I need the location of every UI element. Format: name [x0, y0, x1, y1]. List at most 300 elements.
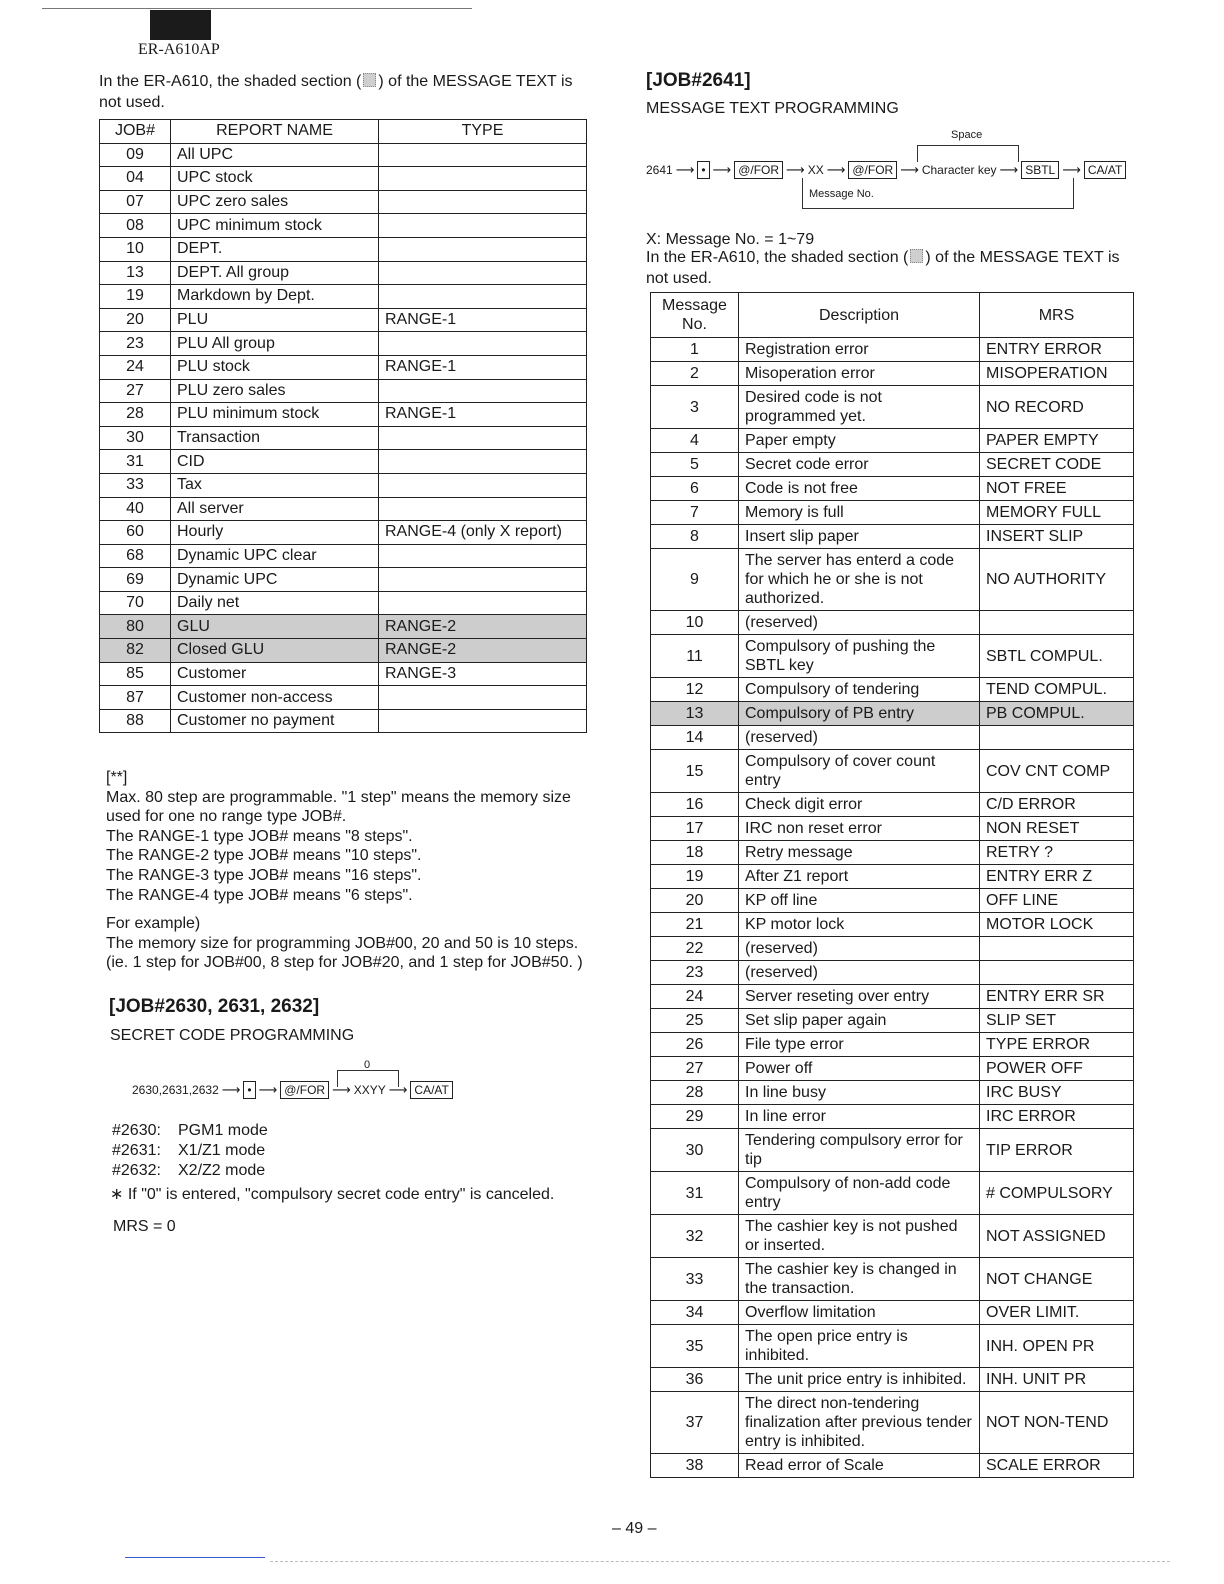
job-number: 82: [100, 639, 171, 663]
mode-name: PGM1 mode: [178, 1122, 268, 1139]
message-number: 19: [651, 865, 739, 889]
job-number: 09: [100, 143, 171, 167]
table-row: [651, 1454, 1134, 1478]
message-description: Tendering compulsory error for tip: [739, 1129, 980, 1172]
arrow-right-icon: ⟶: [826, 162, 846, 177]
job-number: 10: [100, 237, 171, 261]
report-name: Customer no payment: [171, 709, 379, 733]
page-number: – 49 –: [612, 1520, 657, 1537]
message-mrs: SCALE ERROR: [980, 1454, 1134, 1478]
job-number: 20: [100, 308, 171, 332]
message-mrs: OVER LIMIT.: [980, 1301, 1134, 1325]
message-mrs: INH. OPEN PR: [980, 1325, 1134, 1368]
report-type: [379, 450, 587, 474]
arrow-right-icon: ⟶: [999, 162, 1019, 177]
header-mrs: MRS: [980, 293, 1134, 338]
left-intro-text-1: In the ER-A610, the shaded section (: [99, 73, 362, 90]
mode-item: [112, 1161, 268, 1181]
note-line: Max. 80 step are programmable. "1 step" means the memory size: [106, 788, 571, 806]
table-row: [651, 338, 1134, 362]
table-row: [100, 568, 587, 592]
report-name: PLU All group: [171, 332, 379, 356]
message-number: 13: [651, 702, 739, 726]
note-line: used for one no range type JOB#.: [106, 808, 347, 826]
message-no-range: X: Message No. = 1~79: [646, 231, 815, 248]
job-number: 33: [100, 473, 171, 497]
message-text-subtitle: MESSAGE TEXT PROGRAMMING: [646, 100, 899, 117]
job-table-body: [100, 143, 587, 733]
message-mrs: TEND COMPUL.: [980, 678, 1134, 702]
job-number: 87: [100, 686, 171, 710]
job-number: 88: [100, 709, 171, 733]
message-mrs: COV CNT COMP: [980, 750, 1134, 793]
table-row: [651, 1392, 1134, 1454]
message-mrs: ENTRY ERROR: [980, 338, 1134, 362]
message-mrs: MOTOR LOCK: [980, 913, 1134, 937]
message-number: 33: [651, 1258, 739, 1301]
report-name: UPC minimum stock: [171, 214, 379, 238]
header-black-tab: [150, 10, 211, 40]
message-description: KP off line: [739, 889, 980, 913]
report-name: PLU minimum stock: [171, 403, 379, 427]
report-name: Markdown by Dept.: [171, 285, 379, 309]
table-row: [651, 1215, 1134, 1258]
message-number: 23: [651, 961, 739, 985]
message-number: 28: [651, 1081, 739, 1105]
table-row: [651, 913, 1134, 937]
table-row: [100, 403, 587, 427]
report-name: Dynamic UPC: [171, 568, 379, 592]
message-number: 11: [651, 635, 739, 678]
table-row: [100, 237, 587, 261]
secret-code-footnote: ∗ If "0" is entered, "compulsory secret code entry" is canceled.: [110, 1186, 555, 1203]
message-text-flow: [646, 161, 1126, 179]
table-row: [651, 501, 1134, 525]
report-type: RANGE-3: [379, 662, 587, 686]
message-no-label: Message No.: [809, 188, 874, 200]
table-row: [651, 1258, 1134, 1301]
table-row: [651, 961, 1134, 985]
message-description: (reserved): [739, 937, 980, 961]
table-row: [651, 362, 1134, 386]
message-number: 27: [651, 1057, 739, 1081]
footer-blue-rule: [125, 1557, 265, 1558]
table-row: [651, 1105, 1134, 1129]
message-mrs: C/D ERROR: [980, 793, 1134, 817]
shade-swatch-icon: [910, 249, 923, 263]
sbtl-key: SBTL: [1021, 161, 1059, 179]
mode-name: X2/Z2 mode: [178, 1162, 266, 1179]
report-type: [379, 261, 587, 285]
table-row: [651, 726, 1134, 750]
table-row: [100, 591, 587, 615]
table-row: [100, 662, 587, 686]
table-row: [651, 865, 1134, 889]
message-description: Compulsory of cover count entry: [739, 750, 980, 793]
message-number: 21: [651, 913, 739, 937]
mode-name: X1/Z1 mode: [178, 1142, 266, 1159]
message-number: 6: [651, 477, 739, 501]
report-type: [379, 237, 587, 261]
message-mrs: INSERT SLIP: [980, 525, 1134, 549]
message-number: 7: [651, 501, 739, 525]
table-row: [651, 453, 1134, 477]
dot-key: •: [697, 161, 709, 179]
note-line: The RANGE-3 type JOB# means "16 steps".: [106, 866, 422, 884]
message-number: 10: [651, 611, 739, 635]
report-type: [379, 167, 587, 191]
message-text-table: [650, 292, 1134, 1478]
arrow-right-icon: ⟶: [332, 1082, 351, 1097]
mode-code: #2632:: [112, 1162, 161, 1179]
report-type: RANGE-2: [379, 615, 587, 639]
message-mrs: NOT CHANGE: [980, 1258, 1134, 1301]
table-row: [651, 611, 1134, 635]
message-description: In line busy: [739, 1081, 980, 1105]
table-row: [100, 426, 587, 450]
table-row: [651, 985, 1134, 1009]
table-row: [100, 709, 587, 733]
message-number: 1: [651, 338, 739, 362]
job-number: 40: [100, 497, 171, 521]
table-row: [100, 190, 587, 214]
report-type: [379, 686, 587, 710]
report-name: PLU: [171, 308, 379, 332]
bypass-zero-label: 0: [364, 1059, 371, 1071]
report-type: RANGE-1: [379, 355, 587, 379]
header-message-no: Message No.: [651, 293, 739, 338]
secret-code-flow: [132, 1081, 453, 1099]
message-number: 17: [651, 817, 739, 841]
message-description: Compulsory of non-add code entry: [739, 1172, 980, 1215]
report-name: Tax: [171, 473, 379, 497]
table-row: [651, 525, 1134, 549]
message-number: 24: [651, 985, 739, 1009]
report-name: Dynamic UPC clear: [171, 544, 379, 568]
message-description: The direct non-tendering finalization after previous tender entry is inhibited.: [739, 1392, 980, 1454]
message-description: The cashier key is changed in the transaction.: [739, 1258, 980, 1301]
report-type: [379, 190, 587, 214]
message-description: The open price entry is inhibited.: [739, 1325, 980, 1368]
message-description: The cashier key is not pushed or inserted.: [739, 1215, 980, 1258]
report-type: RANGE-1: [379, 308, 587, 332]
table-row: [651, 386, 1134, 429]
message-number: 16: [651, 793, 739, 817]
message-number: 22: [651, 937, 739, 961]
message-table-header: [651, 293, 1134, 338]
message-number: 14: [651, 726, 739, 750]
note-line: (ie. 1 step for JOB#00, 8 step for JOB#20, and 1 step for JOB#50. ): [106, 954, 583, 972]
table-row: [100, 521, 587, 545]
flow-start-job: 2641: [646, 163, 673, 177]
message-description: Power off: [739, 1057, 980, 1081]
message-mrs: IRC ERROR: [980, 1105, 1134, 1129]
report-type: RANGE-2: [379, 639, 587, 663]
message-description: File type error: [739, 1033, 980, 1057]
message-description: (reserved): [739, 611, 980, 635]
table-row: [100, 285, 587, 309]
message-mrs: SECRET CODE: [980, 453, 1134, 477]
space-label: Space: [951, 129, 983, 141]
table-row: [651, 841, 1134, 865]
message-number: 4: [651, 429, 739, 453]
table-row: [651, 750, 1134, 793]
report-type: [379, 285, 587, 309]
job-number: 68: [100, 544, 171, 568]
report-name: All UPC: [171, 143, 379, 167]
note-line: The memory size for programming JOB#00, 20 and 50 is 10 steps.: [106, 934, 579, 952]
message-description: IRC non reset error: [739, 817, 980, 841]
table-row: [100, 308, 587, 332]
message-mrs: [980, 961, 1134, 985]
mode-item: [112, 1141, 268, 1161]
message-mrs: [980, 611, 1134, 635]
arrow-right-icon: ⟶: [900, 162, 919, 177]
message-description: Memory is full: [739, 501, 980, 525]
message-mrs: RETRY ?: [980, 841, 1134, 865]
table-row: [651, 1172, 1134, 1215]
message-mrs: [980, 726, 1134, 750]
table-row: [100, 639, 587, 663]
arrow-right-icon: ⟶: [675, 162, 695, 177]
report-type: [379, 497, 587, 521]
report-type: [379, 143, 587, 167]
table-row: [100, 686, 587, 710]
table-row: [100, 332, 587, 356]
flow-start-jobs: 2630,2631,2632: [132, 1083, 219, 1097]
report-name: GLU: [171, 615, 379, 639]
message-number: 20: [651, 889, 739, 913]
message-description: Secret code error: [739, 453, 980, 477]
message-number: 9: [651, 549, 739, 611]
job-number: 23: [100, 332, 171, 356]
dot-key: •: [243, 1081, 255, 1099]
note-line: [**]: [106, 769, 128, 786]
ca-at-key: CA/AT: [1084, 161, 1126, 179]
table-row: [651, 793, 1134, 817]
message-description: Misoperation error: [739, 362, 980, 386]
message-mrs: PAPER EMPTY: [980, 429, 1134, 453]
job-number: 24: [100, 355, 171, 379]
mode-code: #2631:: [112, 1142, 161, 1159]
message-number: 26: [651, 1033, 739, 1057]
report-type: [379, 473, 587, 497]
mode-item: [112, 1121, 268, 1141]
job-table-header: [100, 120, 587, 144]
table-row: [100, 497, 587, 521]
job-number: 27: [100, 379, 171, 403]
arrow-right-icon: ⟶: [258, 1082, 278, 1097]
table-row: [651, 702, 1134, 726]
message-description: (reserved): [739, 726, 980, 750]
model-name: ER-A610AP: [138, 41, 220, 58]
message-mrs: MEMORY FULL: [980, 501, 1134, 525]
message-number: 5: [651, 453, 739, 477]
left-intro: [99, 71, 589, 113]
right-intro-text-1: In the ER-A610, the shaded section (: [646, 249, 909, 266]
message-table-body: [651, 338, 1134, 1478]
message-mrs: SBTL COMPUL.: [980, 635, 1134, 678]
mode-code: #2630:: [112, 1122, 161, 1139]
note-line: The RANGE-4 type JOB# means "6 steps".: [106, 886, 413, 904]
message-mrs: ENTRY ERR Z: [980, 865, 1134, 889]
report-name: PLU zero sales: [171, 379, 379, 403]
message-description: Code is not free: [739, 477, 980, 501]
table-row: [651, 678, 1134, 702]
header-job: JOB#: [100, 120, 171, 144]
space-loop-line: [917, 145, 1019, 162]
message-mrs: INH. UNIT PR: [980, 1368, 1134, 1392]
for-key-1: @/FOR: [734, 161, 783, 179]
job-number: 30: [100, 426, 171, 450]
table-row: [651, 549, 1134, 611]
for-key: @/FOR: [280, 1081, 329, 1099]
message-description: Registration error: [739, 338, 980, 362]
report-name: All server: [171, 497, 379, 521]
message-number: 29: [651, 1105, 739, 1129]
report-type: [379, 214, 587, 238]
message-description: Check digit error: [739, 793, 980, 817]
table-row: [651, 1009, 1134, 1033]
message-description: KP motor lock: [739, 913, 980, 937]
flow-xx: XX: [807, 163, 824, 177]
message-number: 30: [651, 1129, 739, 1172]
table-row: [651, 429, 1134, 453]
message-description: Desired code is not programmed yet.: [739, 386, 980, 429]
message-text-title: [JOB#2641]: [646, 70, 751, 91]
report-type: [379, 426, 587, 450]
mode-list: [112, 1121, 268, 1181]
message-description: Compulsory of pushing the SBTL key: [739, 635, 980, 678]
shade-swatch-icon: [363, 73, 376, 87]
message-number: 12: [651, 678, 739, 702]
table-row: [651, 817, 1134, 841]
job-number: 28: [100, 403, 171, 427]
message-mrs: NO AUTHORITY: [980, 549, 1134, 611]
table-row: [651, 635, 1134, 678]
message-number: 37: [651, 1392, 739, 1454]
character-key: Character key: [921, 163, 997, 177]
arrow-right-icon: ⟶: [712, 162, 732, 177]
footer-rule: [270, 1561, 1170, 1562]
message-mrs: POWER OFF: [980, 1057, 1134, 1081]
left-intro-text-2: ) of the MESSAGE TEXT is not used.: [99, 73, 573, 111]
table-row: [651, 937, 1134, 961]
message-description: The server has enterd a code for which he or she is not authorized.: [739, 549, 980, 611]
header-type: TYPE: [379, 120, 587, 144]
message-mrs: # COMPULSORY: [980, 1172, 1134, 1215]
table-row: [100, 143, 587, 167]
report-name: UPC stock: [171, 167, 379, 191]
report-name: Customer: [171, 662, 379, 686]
message-number: 32: [651, 1215, 739, 1258]
table-row: [100, 355, 587, 379]
message-description: The unit price entry is inhibited.: [739, 1368, 980, 1392]
for-key-2: @/FOR: [848, 161, 897, 179]
report-name: DEPT.: [171, 237, 379, 261]
message-mrs: ENTRY ERR SR: [980, 985, 1134, 1009]
report-name: Daily net: [171, 591, 379, 615]
message-mrs: NON RESET: [980, 817, 1134, 841]
message-number: 38: [651, 1454, 739, 1478]
report-type: [379, 568, 587, 592]
arrow-right-icon: ⟶: [1062, 162, 1081, 177]
report-name: PLU stock: [171, 355, 379, 379]
job-number: 85: [100, 662, 171, 686]
message-description: After Z1 report: [739, 865, 980, 889]
secret-code-title: [JOB#2630, 2631, 2632]: [109, 996, 320, 1017]
report-type: [379, 332, 587, 356]
message-mrs: TIP ERROR: [980, 1129, 1134, 1172]
ca-at-key: CA/AT: [410, 1081, 452, 1099]
table-row: [651, 889, 1134, 913]
message-number: 18: [651, 841, 739, 865]
message-description: Read error of Scale: [739, 1454, 980, 1478]
message-mrs: OFF LINE: [980, 889, 1134, 913]
message-description: Compulsory of tendering: [739, 678, 980, 702]
job-number: 69: [100, 568, 171, 592]
table-row: [651, 1325, 1134, 1368]
job-number: 31: [100, 450, 171, 474]
message-description: Set slip paper again: [739, 1009, 980, 1033]
range-notes: [106, 768, 583, 973]
message-number: 31: [651, 1172, 739, 1215]
job-number: 13: [100, 261, 171, 285]
job-number: 80: [100, 615, 171, 639]
message-mrs: NOT FREE: [980, 477, 1134, 501]
message-description: Overflow limitation: [739, 1301, 980, 1325]
table-row: [651, 1057, 1134, 1081]
message-description: Server reseting over entry: [739, 985, 980, 1009]
message-number: 36: [651, 1368, 739, 1392]
arrow-right-icon: ⟶: [388, 1082, 408, 1097]
flow-value-xxyy: XXYY: [353, 1083, 386, 1097]
note-line: The RANGE-2 type JOB# means "10 steps".: [106, 847, 422, 865]
report-name: UPC zero sales: [171, 190, 379, 214]
message-mrs: [980, 937, 1134, 961]
report-name: Hourly: [171, 521, 379, 545]
mrs-value: MRS = 0: [113, 1218, 176, 1235]
report-name: Closed GLU: [171, 639, 379, 663]
header-rule: [42, 8, 472, 9]
table-row: [100, 214, 587, 238]
report-type: [379, 709, 587, 733]
message-number: 25: [651, 1009, 739, 1033]
message-mrs: SLIP SET: [980, 1009, 1134, 1033]
job-number: 08: [100, 214, 171, 238]
report-name: Customer non-access: [171, 686, 379, 710]
report-type: [379, 544, 587, 568]
message-mrs: TYPE ERROR: [980, 1033, 1134, 1057]
table-row: [651, 477, 1134, 501]
report-type: RANGE-4 (only X report): [379, 521, 587, 545]
job-number: 19: [100, 285, 171, 309]
arrow-right-icon: ⟶: [221, 1082, 241, 1097]
message-mrs: IRC BUSY: [980, 1081, 1134, 1105]
note-line: For example): [106, 915, 201, 933]
message-mrs: NOT NON-TEND: [980, 1392, 1134, 1454]
report-type: [379, 591, 587, 615]
table-row: [100, 167, 587, 191]
job-number: 70: [100, 591, 171, 615]
table-row: [100, 450, 587, 474]
message-description: Paper empty: [739, 429, 980, 453]
right-intro-text-2: ) of the MESSAGE TEXT is not used.: [646, 249, 1120, 287]
message-description: In line error: [739, 1105, 980, 1129]
job-number: 07: [100, 190, 171, 214]
message-number: 15: [651, 750, 739, 793]
message-number: 3: [651, 386, 739, 429]
